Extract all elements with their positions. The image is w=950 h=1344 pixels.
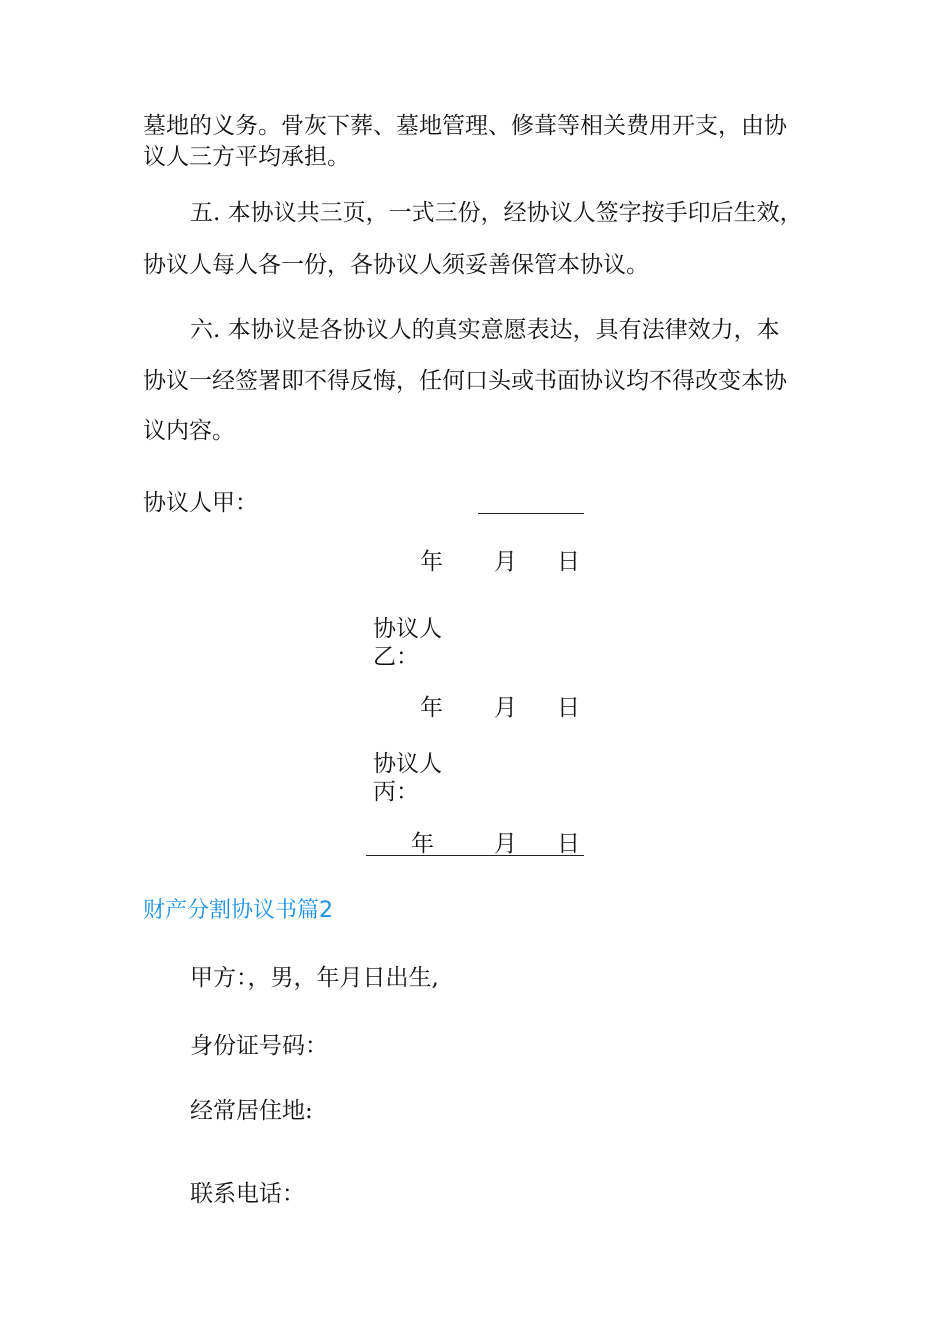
clause-5-line: 五. 本协议共三页，一式三份，经协议人签字按手印后生效， xyxy=(190,200,803,226)
date-year: 年 xyxy=(420,695,443,721)
date-underline xyxy=(366,855,584,856)
paragraph-line: 议人三方平均承担。 xyxy=(143,144,350,170)
date-day: 日 xyxy=(557,695,580,721)
clause-6-line: 协议一经签署即不得反悔，任何口头或书面协议均不得改变本协 xyxy=(143,368,787,394)
party-b-label: 协议人 xyxy=(373,616,442,642)
party-b-label: 乙： xyxy=(373,644,419,670)
date-month: 月 xyxy=(494,549,517,575)
party-a-label: 协议人甲： xyxy=(143,490,258,516)
id-number-field: 身份证号码： xyxy=(190,1033,328,1059)
clause-6-line: 六. 本协议是各协议人的真实意愿表达，具有法律效力，本 xyxy=(190,317,780,343)
section-heading: 财产分割协议书篇2 xyxy=(143,898,333,923)
date-day: 日 xyxy=(557,549,580,575)
date-year: 年 xyxy=(420,549,443,575)
date-month: 月 xyxy=(494,695,517,721)
clause-6-line: 议内容。 xyxy=(143,418,235,444)
date-day: 日 xyxy=(557,831,580,857)
residence-field: 经常居住地: xyxy=(190,1098,313,1124)
signature-line xyxy=(478,513,584,514)
party-c-label: 丙： xyxy=(373,779,419,805)
party-a-info: 甲方：，男，年月日出生, xyxy=(190,965,439,991)
date-year: 年 xyxy=(411,831,434,857)
paragraph-line: 墓地的义务。骨灰下葬、墓地管理、修葺等相关费用开支，由协 xyxy=(143,113,787,139)
phone-field: 联系电话： xyxy=(190,1181,305,1207)
clause-5-line: 协议人每人各一份，各协议人须妥善保管本协议。 xyxy=(143,252,649,278)
party-c-label: 协议人 xyxy=(373,751,442,777)
date-month: 月 xyxy=(494,831,517,857)
